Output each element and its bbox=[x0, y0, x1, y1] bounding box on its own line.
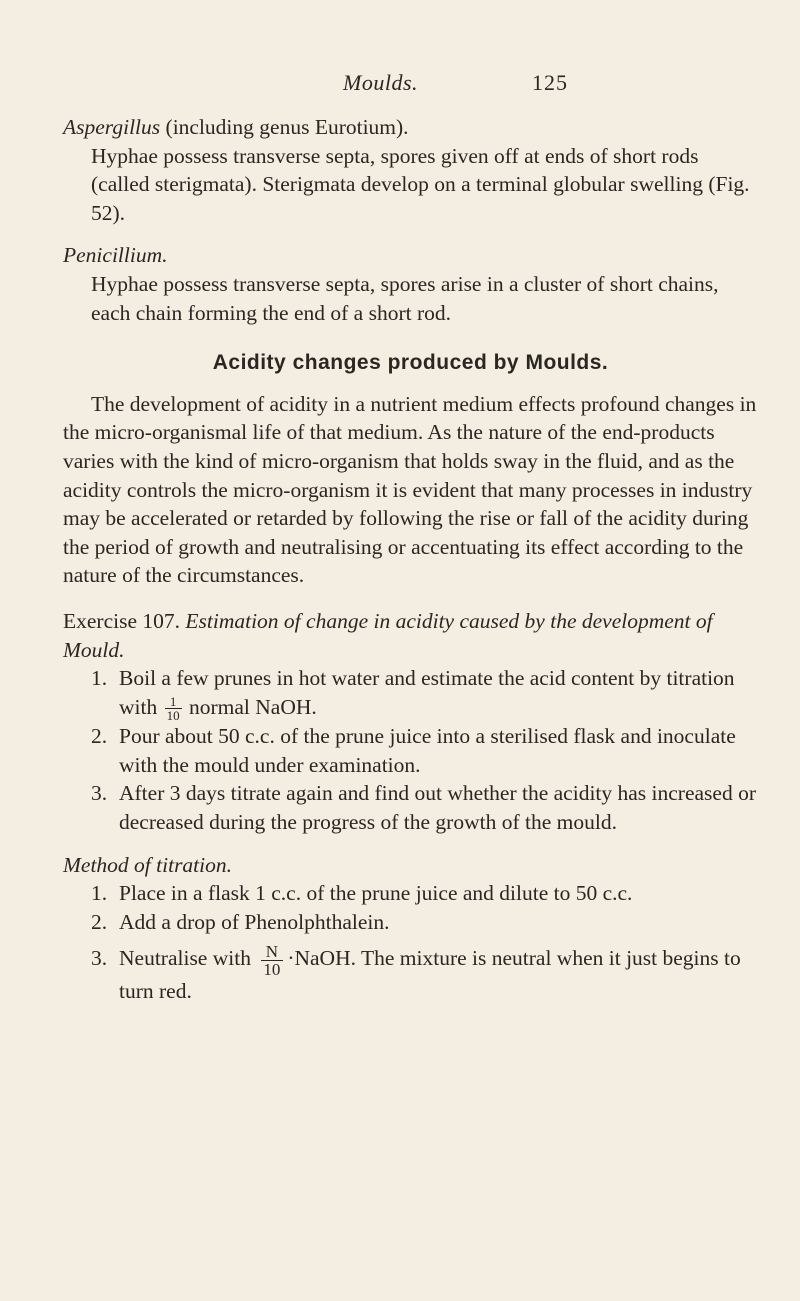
page-body bbox=[63, 113, 758, 1006]
method-heading: Method of titration. bbox=[63, 852, 233, 877]
fraction-denominator: 10 bbox=[166, 708, 180, 724]
exercise-step-2 bbox=[63, 722, 758, 779]
exercise-label: Exercise 107. bbox=[63, 608, 181, 633]
fraction-numerator: N bbox=[265, 942, 278, 962]
step-text bbox=[119, 944, 758, 1006]
step-number: 2. bbox=[91, 909, 108, 934]
fraction-numerator: 1 bbox=[165, 695, 182, 709]
normal-fraction bbox=[259, 942, 284, 980]
step-text bbox=[119, 664, 758, 722]
page-number: 125 bbox=[532, 70, 568, 95]
method-step-1 bbox=[63, 879, 758, 908]
aspergillus-heading-rest: (including genus Eurotium). bbox=[160, 115, 409, 139]
aspergillus-heading bbox=[63, 113, 758, 142]
exercise-step-3 bbox=[63, 779, 758, 836]
step-number: 2. bbox=[91, 724, 108, 749]
method-step-2 bbox=[63, 908, 758, 937]
section-paragraph: The development of acidity in a nutrient medium effects profound changes in the micro-organismal life of that medium. As the nature of the end-products varies with the kind of micro-organism that holds sway in the fluid, and as the acidity controls the micro-organism it is evident that many processes in industry may be accelerated or retarded by following the rise or fall of the acidity during the period of growth and neutralising or accentuating its effect according to the nature of the circumstances. bbox=[63, 391, 757, 588]
step-number: 3. bbox=[91, 946, 108, 971]
step-text: Place in a flask 1 c.c. of the prune juice and dilute to 50 c.c. bbox=[119, 881, 633, 906]
aspergillus-description: Hyphae possess transverse septa, spores given off at ends of short rods (called sterigmata). Sterigmata develop on a terminal globular swelling (Fig. 52). bbox=[91, 143, 750, 225]
step-number: 3. bbox=[91, 781, 108, 806]
step-text-after: normal NaOH. bbox=[183, 694, 317, 719]
section-title: Acidity changes produced by Moulds. bbox=[212, 351, 609, 375]
step-number: 1. bbox=[91, 666, 108, 691]
page-header bbox=[0, 70, 800, 100]
exercise-title: Estimation of change in acidity caused by the development of Mould. bbox=[63, 608, 713, 662]
step-text: Pour about 50 c.c. of the prune juice into a sterilised flask and inoculate with the mould under examination. bbox=[119, 724, 736, 777]
fraction-denominator: 10 bbox=[263, 960, 281, 980]
step-text: Add a drop of Phenolphthalein. bbox=[119, 909, 390, 934]
running-head: Moulds. bbox=[343, 70, 418, 95]
step-number: 1. bbox=[91, 881, 108, 906]
step-text-before: Neutralise with bbox=[119, 946, 257, 971]
exercise-heading bbox=[63, 607, 758, 664]
penicillium-description: Hyphae possess transverse septa, spores arise in a cluster of short chains, each chain forming the end of a short rod. bbox=[91, 271, 719, 325]
tenth-fraction bbox=[165, 695, 182, 722]
step-text-after: ·NaOH. The mixture is neutral when it just begins to turn red. bbox=[119, 946, 741, 1004]
method-step-3 bbox=[63, 944, 758, 1006]
exercise-step-1 bbox=[63, 664, 758, 722]
aspergillus-name: Aspergillus bbox=[63, 115, 161, 139]
step-text: After 3 days titrate again and find out whether the acidity has increased or decreased during the progress of the growth of the mould. bbox=[119, 781, 757, 835]
penicillium-heading: Penicillium. bbox=[63, 243, 168, 268]
step-text-before: Boil a few prunes in hot water and estimate the acid content by titration with bbox=[119, 666, 735, 719]
